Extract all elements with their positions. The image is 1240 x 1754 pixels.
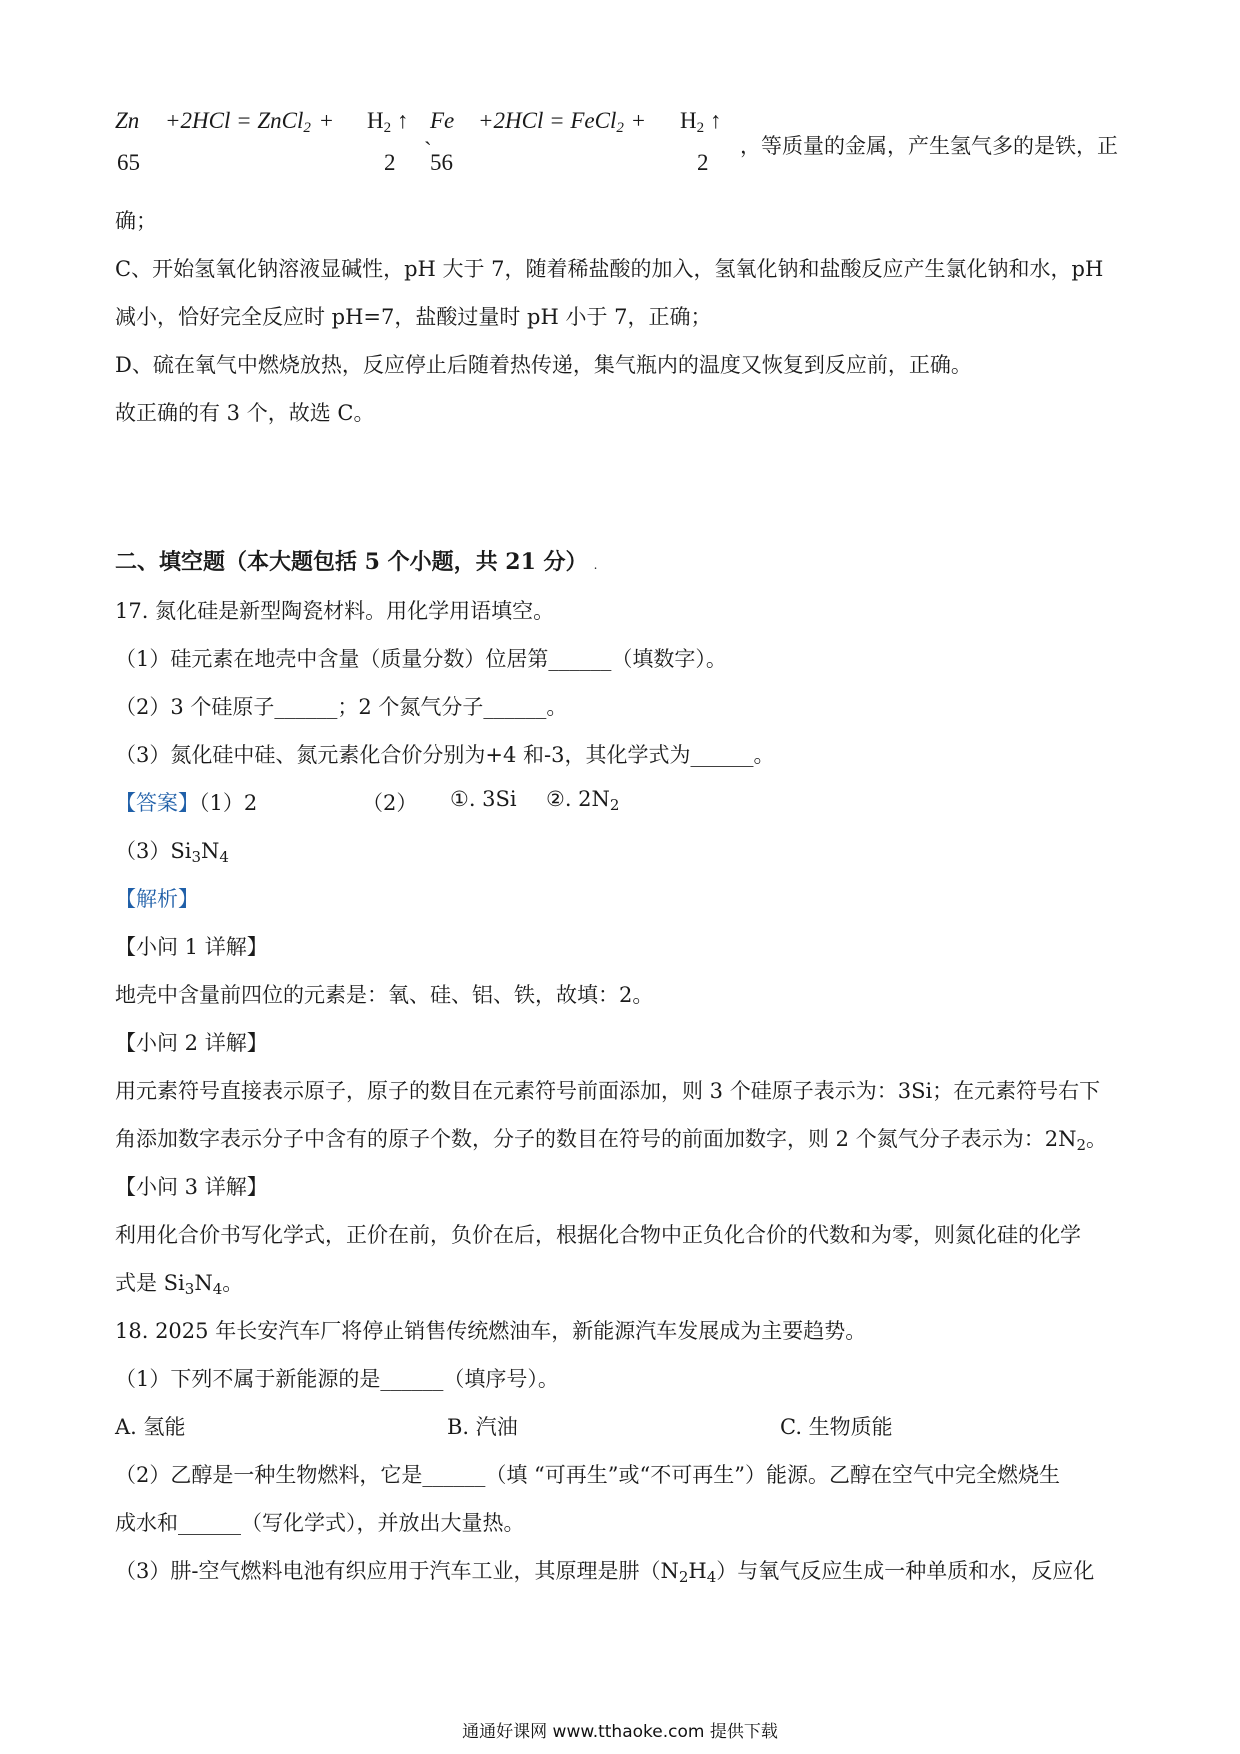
q18-option-c: C. 生物质能: [780, 1415, 893, 1439]
section-title: 二、填空题（本大题包括 5 个小题，共 21 分） .: [115, 549, 598, 575]
sub2-line-2: 角添加数字表示分子中含有的原子个数，分子的数目在符号的前面加数字，则 2 个氮气分子表示为：$2N_2$。: [115, 1127, 1107, 1154]
q17-answer-line: [115, 787, 257, 817]
answer-3: $(3)Si_3N_4$: [115, 839, 229, 866]
fe-equation: +2HCl = FeCl$_2$: [478, 108, 624, 136]
q18-part-3: （3）肼-空气燃料电池有织应用于汽车工业，其原理是肼$(N_2H_4)$与氧气反应生成一种单质和水，反应化: [115, 1559, 1095, 1586]
sub3-line-1: 利用化合价书写化学式，正价在前，负价在后，根据化合物中正负化合价的代数和为零，则氮化硅的化学: [115, 1223, 1081, 1247]
answer-tag: 【答案】: [115, 791, 199, 815]
q17-part-1: （1）硅元素在地壳中含量（质量分数）位居第______（填数字）。: [115, 647, 727, 671]
mass-fe: 56: [430, 150, 453, 175]
sub1-title: 【小问 1 详解】: [115, 935, 268, 959]
q18-option-a: A. 氢能: [115, 1415, 186, 1439]
equation-conclusion: ，等质量的金属，产生氢气多的是铁，正: [740, 134, 1118, 158]
body-line-1: 确；: [115, 209, 157, 233]
mass-zn: 65: [117, 150, 140, 175]
zn-plus: +: [320, 108, 333, 133]
q18-part-2-line-2: 成水和______（写化学式），并放出大量热。: [115, 1511, 525, 1535]
mass-tick: `: [424, 138, 432, 163]
fe-symbol: Fe: [430, 108, 455, 133]
body-line-4: D、硫在氧气中燃烧放热，反应停止后随着热传递，集气瓶内的温度又恢复到反应前，正确。: [115, 353, 972, 377]
q18-option-b: B. 汽油: [447, 1415, 518, 1439]
mass-h2-b: 2: [697, 150, 709, 175]
answer-1: （1）2: [199, 791, 258, 815]
sub2-line-1: 用元素符号直接表示原子，原子的数目在元素符号前面添加，则 3 个硅原子表示为：3Si；在元素符号右下: [115, 1079, 1101, 1103]
q17-part-3: （3）氮化硅中硅、氮元素化合价分别为+4 和-3，其化学式为______。: [115, 743, 775, 767]
body-line-5: 故正确的有 3 个，故选 C。: [115, 401, 375, 425]
q17-part-2: （2）3 个硅原子______；2 个氮气分子______。: [115, 695, 568, 719]
body-line-3: 减小，恰好完全反应时 pH=7，盐酸过量时 pH 小于 7，正确；: [115, 305, 712, 329]
answer-2b: ②. $2N_2$: [546, 787, 620, 814]
sub1-text: 地壳中含量前四位的元素是：氧、硅、铝、铁，故填：2。: [115, 983, 654, 1007]
body-line-2: C、开始氢氧化钠溶液显碱性，pH 大于 7，随着稀盐酸的加入，氢氧化钠和盐酸反应产生氯化钠和水，pH: [115, 257, 1104, 281]
answer-2: （2）: [362, 791, 418, 815]
sub2-title: 【小问 2 详解】: [115, 1031, 268, 1055]
mass-h2-a: 2: [384, 150, 396, 175]
sub3-title: 【小问 3 详解】: [115, 1175, 268, 1199]
fe-plus: +: [632, 108, 645, 133]
q18-part-2-line-1: （2）乙醇是一种生物燃料，它是______（填 “可再生”或“不可再生”）能源。乙醇在空气中完全燃烧生: [115, 1463, 1060, 1487]
answer-2a: ①. 3Si: [450, 787, 517, 811]
q17-stem: 17. 氮化硅是新型陶瓷材料。用化学用语填空。: [115, 599, 555, 623]
page-footer: 通通好课网 www.tthaoke.com 提供下载: [462, 1722, 778, 1742]
q18-stem: 18. 2025 年长安汽车厂将停止销售传统燃油车，新能源汽车发展成为主要趋势。: [115, 1319, 867, 1343]
q18-part-1: （1）下列不属于新能源的是______（填序号）。: [115, 1367, 559, 1391]
zn-symbol: Zn: [115, 108, 140, 133]
sub3-line-2: 式是 $Si_3N_4$。: [115, 1271, 244, 1298]
zn-equation: +2HCl = ZnCl$_2$: [165, 108, 311, 136]
zn-h2-product: $H_2$ ↑: [367, 108, 409, 136]
fe-h2-product: $H_2$ ↑: [680, 108, 722, 136]
analysis-tag: 【解析】: [115, 887, 199, 911]
